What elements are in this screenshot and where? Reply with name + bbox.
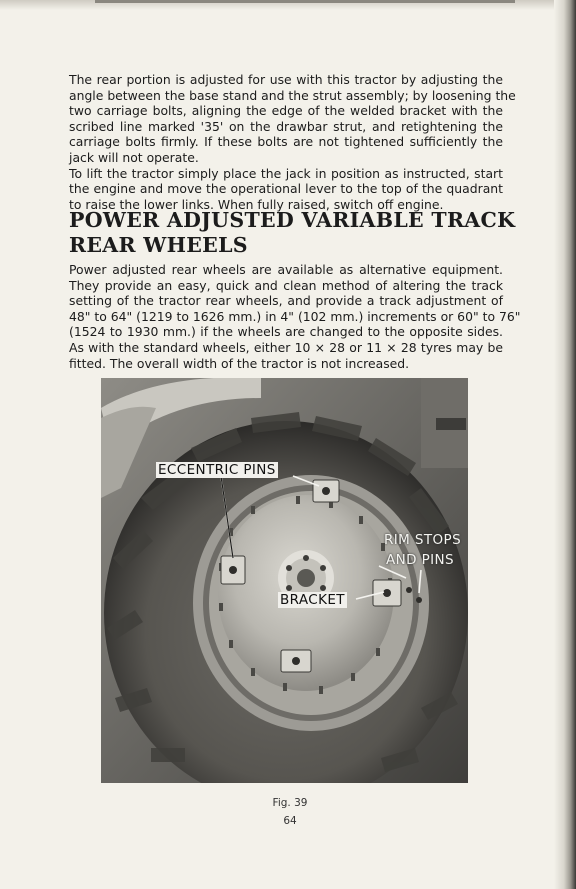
rim-stops-label-line2: AND PINS — [386, 552, 455, 568]
rear-wheels-paragraph — [69, 262, 521, 371]
rim-stops-label-line1: RIM STOPS — [384, 532, 462, 548]
text-line: fitted. The overall width of the tractor is not increased. — [69, 355, 410, 371]
eccentric-pins-label: ECCENTRIC PINS — [158, 462, 276, 478]
text-line: As with the standard wheels, either 10 × 28 or 11 × 28 tyres may be — [69, 339, 503, 355]
jack-instructions-paragraph — [69, 72, 516, 212]
text-line: angle between the base stand and the strut assembly; by loosening the — [69, 87, 516, 103]
text-line: jack will not operate. — [69, 149, 199, 165]
wheel-illustration — [101, 378, 468, 783]
page-binding-shadow — [554, 0, 576, 889]
bracket-label: BRACKET — [280, 592, 345, 608]
text-line: to raise the lower links. When fully raised, switch off engine. — [69, 196, 444, 212]
text-line: They provide an easy, quick and clean method of altering the track — [69, 277, 503, 293]
text-line: (1524 to 1930 mm.) if the wheels are changed to the opposite sides. — [69, 324, 503, 340]
figure-caption-text: Fig. 39 — [272, 797, 308, 809]
text-line: setting of the tractor rear wheels, and provide a track adjustment of — [69, 293, 503, 309]
page-number-text: 64 — [283, 815, 297, 827]
heading-line: REAR WHEELS — [69, 233, 248, 257]
text-line: To lift the tractor simply place the jack in position as instructed, start — [69, 165, 503, 181]
page-top-edge — [95, 0, 515, 3]
wheel-photograph — [101, 378, 468, 783]
text-line: Power adjusted rear wheels are available as alternative equipment. — [69, 262, 503, 277]
text-line: two carriage bolts, aligning the edge of the welded bracket with the — [69, 103, 503, 119]
text-line: The rear portion is adjusted for use with this tractor by adjusting the — [69, 72, 503, 87]
text-line: 48" to 64" (1219 to 1626 mm.) in 4" (102 mm.) increments or 60" to 76" — [69, 308, 521, 324]
page-number — [0, 815, 576, 827]
text-line: scribed line marked '35' on the drawbar strut, and retightening the — [69, 118, 503, 134]
heading-line: POWER ADJUSTED VARIABLE TRACK — [69, 208, 516, 232]
section-heading — [69, 208, 516, 258]
text-line: carriage bolts firmly. If these bolts are not tightened sufficiently the — [69, 134, 503, 150]
text-line: the engine and move the operational lever to the top of the quadrant — [69, 181, 503, 197]
figure-caption — [0, 797, 576, 809]
